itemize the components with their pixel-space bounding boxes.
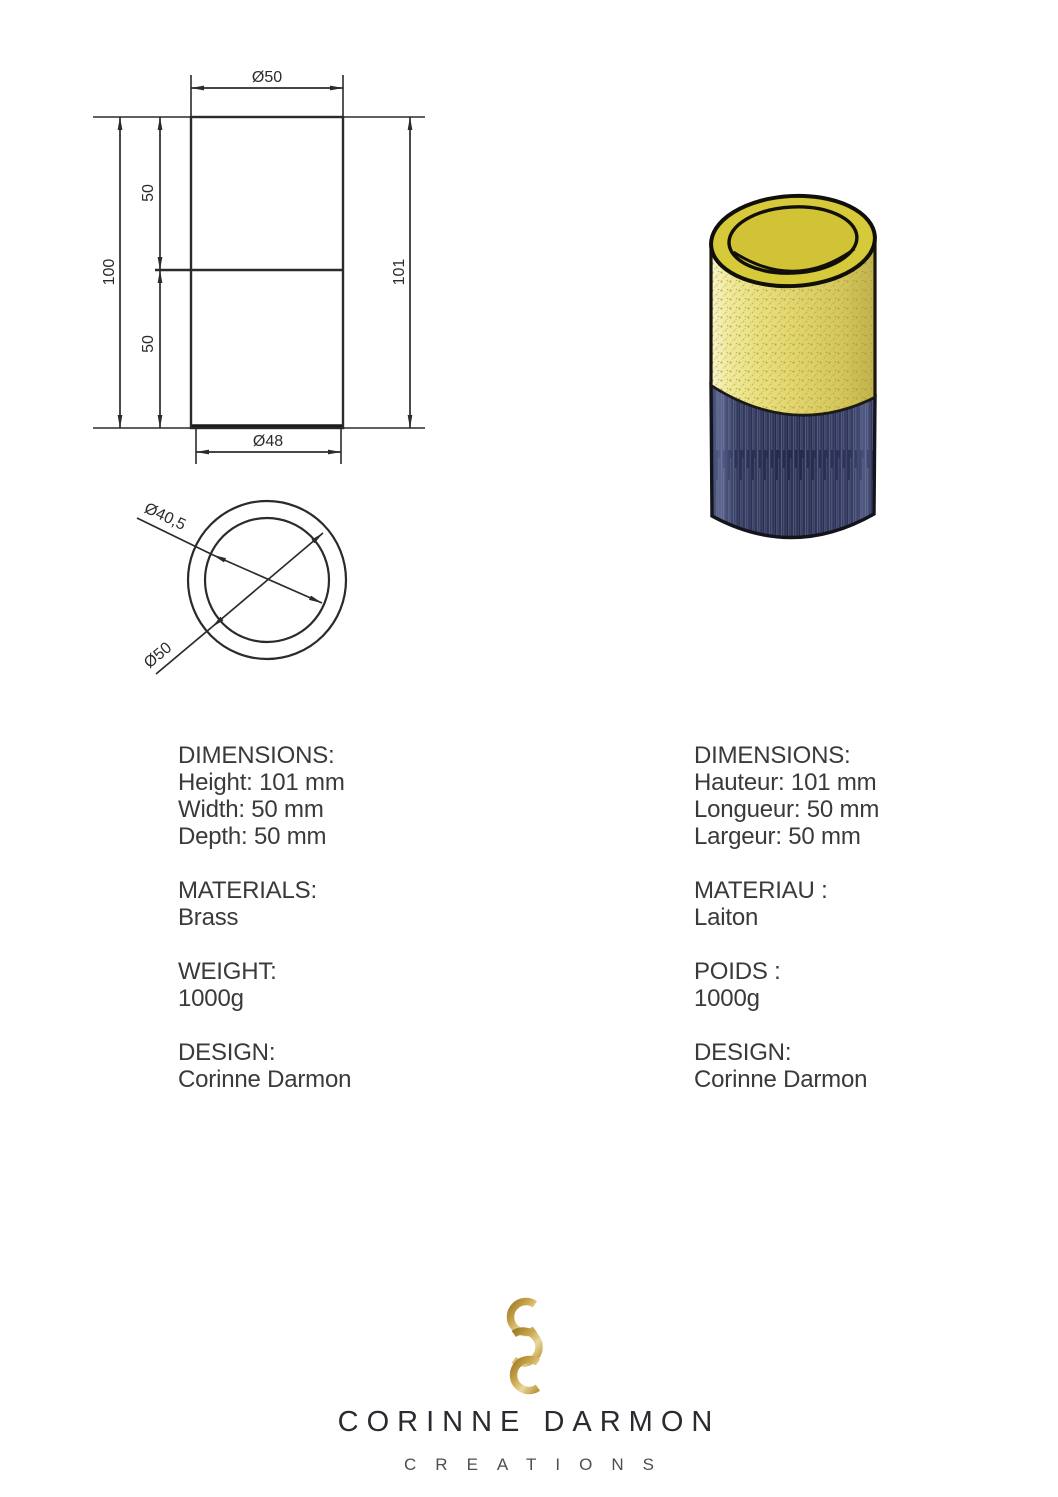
spec-heading: DESIGN: xyxy=(694,1039,792,1066)
specs-french xyxy=(694,742,879,1120)
spec-heading: DIMENSIONS: xyxy=(694,742,851,769)
spec-group-dimensions-fr xyxy=(694,742,879,850)
dim-label-lower-half: 50 xyxy=(140,335,158,353)
spec-line: Largeur: 50 mm xyxy=(694,823,861,850)
top-plan-drawing xyxy=(110,480,370,700)
dimension-right-height xyxy=(391,117,410,428)
spec-line: Height: 101 mm xyxy=(178,769,345,796)
spec-line: 1000g xyxy=(694,985,760,1012)
spec-group-design-fr xyxy=(694,1039,879,1093)
spec-line: Hauteur: 101 mm xyxy=(694,769,877,796)
spec-heading: DIMENSIONS: xyxy=(178,742,335,769)
spec-group-weight-fr xyxy=(694,958,879,1012)
spec-line: Laiton xyxy=(694,904,759,931)
cylinder-front-outline xyxy=(191,117,343,428)
dimension-total-height xyxy=(101,117,120,428)
spec-group-design-en xyxy=(178,1039,351,1093)
spec-line: Brass xyxy=(178,904,239,931)
spec-group-materials-fr xyxy=(694,877,879,931)
spec-heading: WEIGHT: xyxy=(178,958,277,985)
spec-line: Depth: 50 mm xyxy=(178,823,327,850)
dim-label-inner-diameter: Ø40,5 xyxy=(141,500,189,534)
dimension-lower-half xyxy=(140,270,160,428)
front-elevation-drawing xyxy=(60,40,440,480)
specs-english xyxy=(178,742,351,1120)
dimension-bottom-diameter xyxy=(196,433,341,452)
dim-label-total-height: 100 xyxy=(101,258,119,286)
spec-group-weight-en xyxy=(178,958,351,1012)
dim-label-bottom-diameter: Ø48 xyxy=(252,433,284,450)
dimension-inner-diameter xyxy=(137,500,322,603)
brand-name: CORINNE DARMON xyxy=(337,1406,721,1438)
spec-line: 1000g xyxy=(178,985,244,1012)
spec-heading: MATERIAU : xyxy=(694,877,828,904)
vessel-3d-render xyxy=(690,180,900,570)
spec-line: Longueur: 50 mm xyxy=(694,796,880,823)
spec-group-materials-en xyxy=(178,877,351,931)
spec-heading: DESIGN: xyxy=(178,1039,276,1066)
dimension-upper-half xyxy=(140,117,160,270)
brand-tagline: CREATIONS xyxy=(404,1455,673,1474)
dim-label-upper-half: 50 xyxy=(140,184,158,202)
dimension-top-diameter xyxy=(191,69,343,88)
spec-line: Corinne Darmon xyxy=(694,1066,868,1093)
dim-label-right-height: 101 xyxy=(391,258,409,286)
brand-monogram-icon xyxy=(488,1288,570,1400)
spec-heading: POIDS : xyxy=(694,958,781,985)
spec-line: Corinne Darmon xyxy=(178,1066,352,1093)
spec-heading: MATERIALS: xyxy=(178,877,317,904)
spec-line: Width: 50 mm xyxy=(178,796,324,823)
dim-label-outer-diameter: Ø50 xyxy=(141,639,176,672)
dim-label-top-diameter: Ø50 xyxy=(251,69,283,86)
spec-group-dimensions-en xyxy=(178,742,351,850)
